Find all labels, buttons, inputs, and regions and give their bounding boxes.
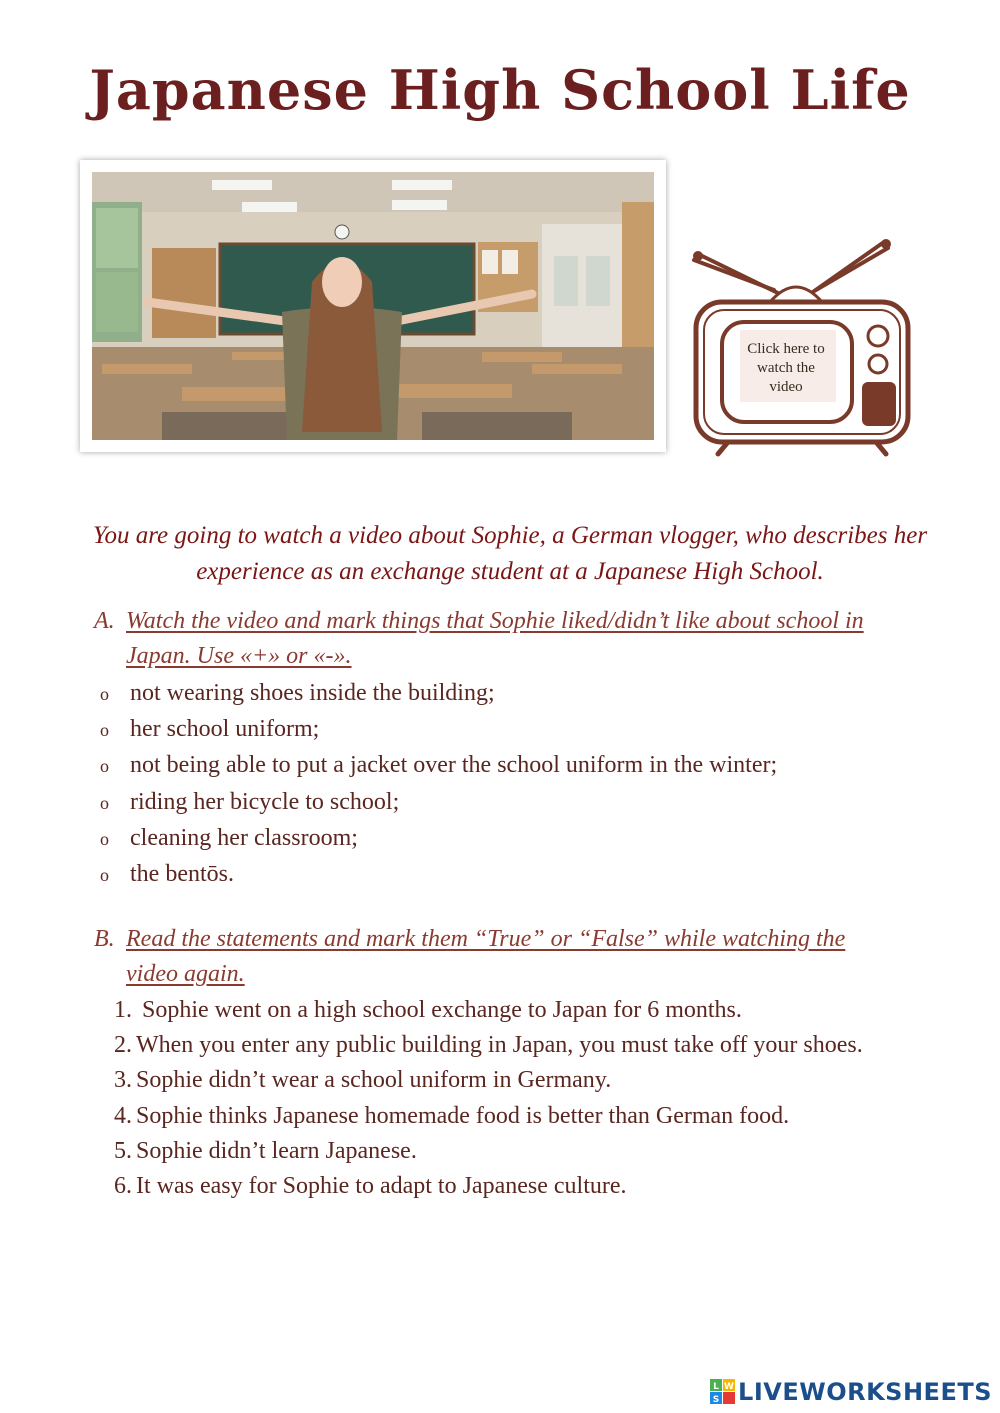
liveworksheets-brand: LIVEWORKSHEETS [738, 1378, 992, 1406]
bullet-icon: o [100, 756, 109, 777]
section-a-item [100, 712, 777, 748]
statement-number: 5. [114, 1137, 132, 1164]
statement-text: Sophie didn’t learn Japanese. [136, 1137, 417, 1164]
statement-number: 4. [114, 1102, 132, 1129]
bullet-icon: o [100, 828, 109, 849]
section-a-heading-line1: Watch the video and mark things that Sophie liked/didn’t like about school in [126, 608, 864, 634]
section-b-item [104, 1099, 863, 1134]
section-a-item-text: riding her bicycle to school; [130, 788, 400, 815]
liveworksheets-footer[interactable] [710, 1377, 992, 1407]
section-b-item [104, 1169, 863, 1204]
section-b-item [104, 1028, 863, 1063]
section-b-heading [94, 922, 974, 992]
bullet-icon: o [100, 684, 109, 704]
section-a-heading [94, 604, 974, 674]
bullet-icon: o [100, 720, 109, 741]
section-a-item-text: not wearing shoes inside the building; [130, 680, 495, 706]
statement-number: 2. [114, 1032, 132, 1059]
logo-letter: W [724, 1382, 734, 1392]
classroom-photo [80, 160, 666, 452]
logo-letter: S [712, 1395, 720, 1405]
section-b-item [104, 1063, 863, 1098]
liveworksheets-logo-icon [710, 1379, 736, 1405]
section-a-list [100, 676, 777, 893]
section-a-heading-line2: Japan. Use «+» or «-». [126, 643, 352, 669]
section-a-item [100, 821, 777, 857]
section-a-letter: A. [94, 608, 115, 634]
section-a-item [100, 748, 777, 784]
section-a-item [100, 676, 777, 712]
statement-number: 6. [114, 1173, 132, 1200]
section-b-list [104, 993, 863, 1204]
classroom-photo-image [92, 172, 654, 440]
bullet-icon: o [100, 792, 109, 813]
statement-text: Sophie thinks Japanese homemade food is better than German food. [136, 1102, 790, 1129]
section-b-letter: B. [94, 926, 115, 952]
section-a-item-text: not being able to put a jacket over the school uniform in the winter; [130, 752, 778, 779]
section-a-item [100, 785, 777, 821]
section-a-item-text: the bentōs. [130, 861, 234, 888]
page-title: Japanese High School Life [89, 58, 911, 122]
logo-letter: L [713, 1382, 719, 1392]
statement-number: 3. [114, 1067, 132, 1094]
section-b-heading-line2: video again. [126, 961, 245, 987]
statement-text: When you enter any public building in Japan, you must take off your shoes. [136, 1032, 863, 1059]
section-a-item [100, 857, 777, 893]
section-b-item [104, 993, 863, 1028]
section-b-heading-line1: Read the statements and mark them “True” or “False” while watching the [126, 926, 846, 952]
section-a-item-text: her school uniform; [130, 716, 320, 743]
statement-number: 1. [114, 997, 132, 1023]
section-a-item-text: cleaning her classroom; [130, 824, 358, 851]
statement-text: Sophie didn’t wear a school uniform in Germany. [136, 1067, 612, 1094]
watch-video-link[interactable]: Click here to watch the video [747, 341, 825, 395]
section-b-item [104, 1134, 863, 1169]
intro-paragraph: You are going to watch a video about Sophie, a German vlogger, who describes her experience as an exchange student at a Japanese High School. [92, 522, 928, 585]
statement-text: It was easy for Sophie to adapt to Japanese culture. [136, 1173, 627, 1200]
bullet-icon: o [100, 865, 109, 886]
statement-text: Sophie went on a high school exchange to Japan for 6 months. [136, 997, 742, 1023]
